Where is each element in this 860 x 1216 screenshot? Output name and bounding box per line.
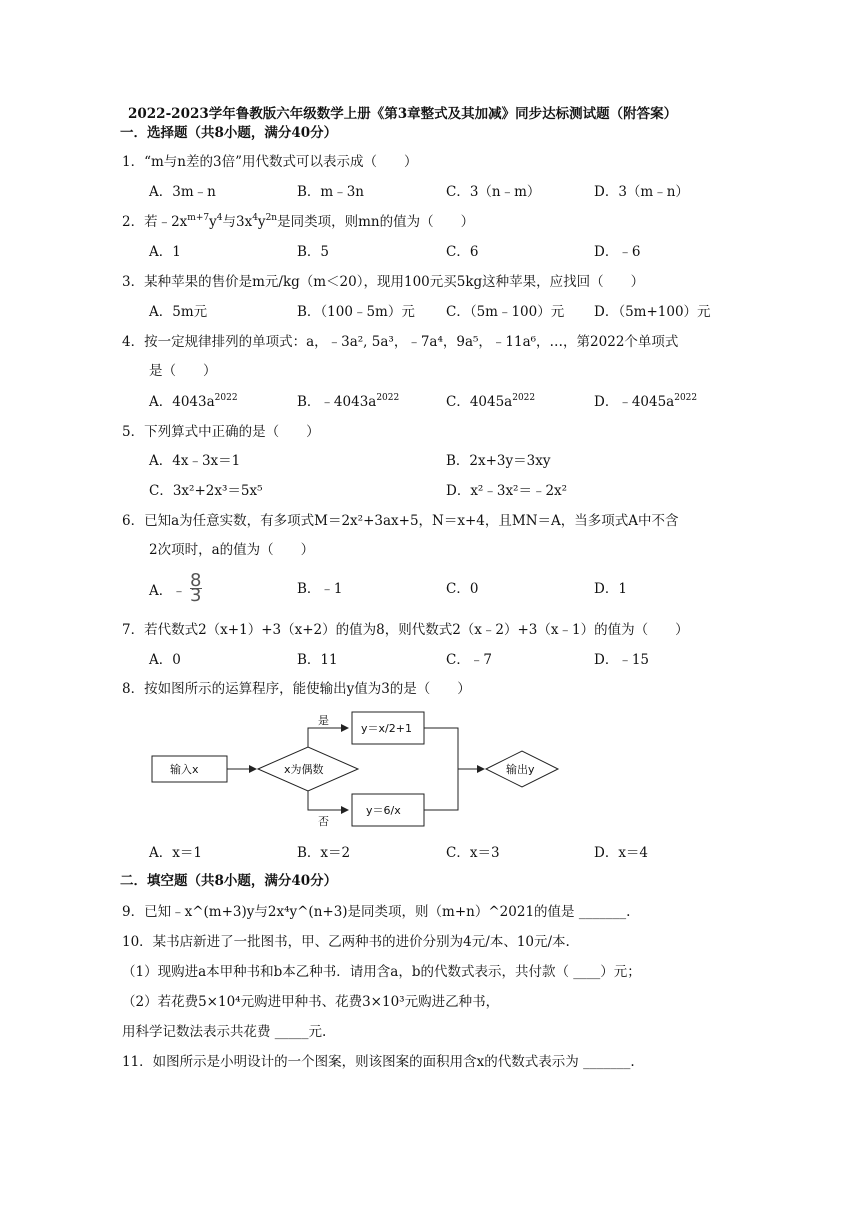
q2-option-a: A．1 <box>149 244 181 260</box>
question-9: 9．已知﹣x^(m+3)y与2x⁴y^(n+3)是同类项，则（m+n）^2021的值是 _______. <box>122 904 631 920</box>
q2-option-b: B．5 <box>297 244 330 260</box>
q5-option-d: D．x²﹣3x²＝﹣2x² <box>446 483 568 499</box>
q6-option-d: D．1 <box>594 581 627 597</box>
question-10-part-2: （2）若花费5×10⁴元购进甲种书、花费3×10³元购进乙种书， <box>122 994 500 1010</box>
q2-option-c: C．6 <box>446 244 479 260</box>
flow-no-label: 否 <box>318 815 329 828</box>
q6-option-c: C．0 <box>446 581 479 597</box>
fraction-eight-thirds: $\frac{8}{3}$ <box>190 570 202 606</box>
question-3-stem: 3．某种苹果的售价是m元/kg（m＜20），现用100元买5kg这种苹果，应找回（ ） <box>122 274 645 290</box>
question-6-stem-cont: 2次项时，a的值为（ ） <box>149 542 315 558</box>
question-5-stem: 5．下列算式中正确的是（ ） <box>122 424 320 440</box>
q6-option-a: A．﹣ $\frac{8}{3}$ <box>149 570 202 606</box>
q4-option-b: B．$﹣4043a^{2022}$ <box>297 393 400 410</box>
flow-yes-label: 是 <box>318 714 329 727</box>
q7-option-d: D．﹣15 <box>594 652 650 668</box>
question-1-stem: 1．“m与n差的3倍”用代数式可以表示成（ ） <box>122 154 418 170</box>
q1-option-b: B．m﹣3n <box>297 184 365 200</box>
question-10-part-1: （1）现购进a本甲种书和b本乙种书．请用含a，b的代数式表示，共付款（ ____）元； <box>122 964 641 980</box>
question-4-stem-cont: 是（ ） <box>149 363 217 379</box>
q5-option-b: B．2x+3y＝3xy <box>446 453 551 469</box>
q8-option-d: D．x＝4 <box>594 845 649 861</box>
question-6-stem: 6．已知a为任意实数，有多项式M＝2x²+3ax+5，N＝x+4，且MN＝A，当多项式A中不含 <box>122 513 679 529</box>
page-title: 2022-2023学年鲁教版六年级数学上册《第3章整式及其加减》同步达标测试题（附答案） <box>128 106 678 122</box>
q7-option-c: C．﹣7 <box>446 652 492 668</box>
q1-option-a: A．3m﹣n <box>149 184 216 200</box>
q7-option-a: A．0 <box>149 652 181 668</box>
q8-option-b: B．x＝2 <box>297 845 351 861</box>
section-heading-fill: 二．填空题（共8小题，满分40分） <box>120 873 338 889</box>
flow-input-label: 输入x <box>170 763 199 776</box>
question-4-stem: 4．按一定规律排列的单项式：a，﹣3a², 5a³，﹣7a⁴，9a⁵，﹣11a⁶，…，第2022个单项式 <box>122 334 679 350</box>
question-8-stem: 8．按如图所示的运算程序，能使输出y值为3的是（ ） <box>122 681 471 697</box>
q4-option-d: D．$﹣4045a^{2022}$ <box>594 393 698 410</box>
q5-option-c: C．3x²+2x³＝5x⁵ <box>149 483 263 499</box>
q3-option-b: B．（100﹣5m）元 <box>297 304 415 320</box>
question-11: 11．如图所示是小明设计的一个图案，则该图案的面积用含x的代数式表示为 _______. <box>122 1054 635 1070</box>
section-heading-choice: 一．选择题（共8小题，满分40分） <box>120 125 338 141</box>
q3-option-c: C．（5m﹣100）元 <box>446 304 565 320</box>
question-2-stem: 2．若$﹣2x^{m+7}y^4$与$3x^4y^{2n}$是同类项，则mn的值为（ ） <box>122 213 475 230</box>
flow-output-label: 输出y <box>506 763 535 776</box>
q8-option-a: A．x＝1 <box>149 845 202 861</box>
question-10-stem: 10．某书店新进了一批图书，甲、乙两种书的进价分别为4元/本、10元/本. <box>122 934 570 950</box>
flowchart-diagram <box>150 710 570 835</box>
q3-option-d: D．（5m+100）元 <box>594 304 711 320</box>
q5-option-a: A．4x﹣3x＝1 <box>149 453 241 469</box>
q3-option-a: A．5m元 <box>149 304 208 320</box>
flow-formula-1: y＝x/2+1 <box>361 722 412 735</box>
q2-option-d: D．﹣6 <box>594 244 641 260</box>
q4-option-c: C．$4045a^{2022}$ <box>446 393 536 410</box>
question-7-stem: 7．若代数式2（x+1）+3（x+2）的值为8，则代数式2（x﹣2）+3（x﹣1）的值为（ ） <box>122 622 689 638</box>
question-10-part-3: 用科学记数法表示共花费 _____元. <box>122 1024 327 1040</box>
q1-option-c: C．3（n﹣m） <box>446 184 541 200</box>
q4-option-a: A．$4043a^{2022}$ <box>149 393 238 410</box>
q8-option-c: C．x＝3 <box>446 845 500 861</box>
q7-option-b: B．11 <box>297 652 338 668</box>
q6-option-b: B．﹣1 <box>297 581 343 597</box>
flow-formula-2: y＝6/x <box>366 804 401 817</box>
flow-decision-label: x为偶数 <box>284 763 324 776</box>
q1-option-d: D．3（m﹣n） <box>594 184 689 200</box>
